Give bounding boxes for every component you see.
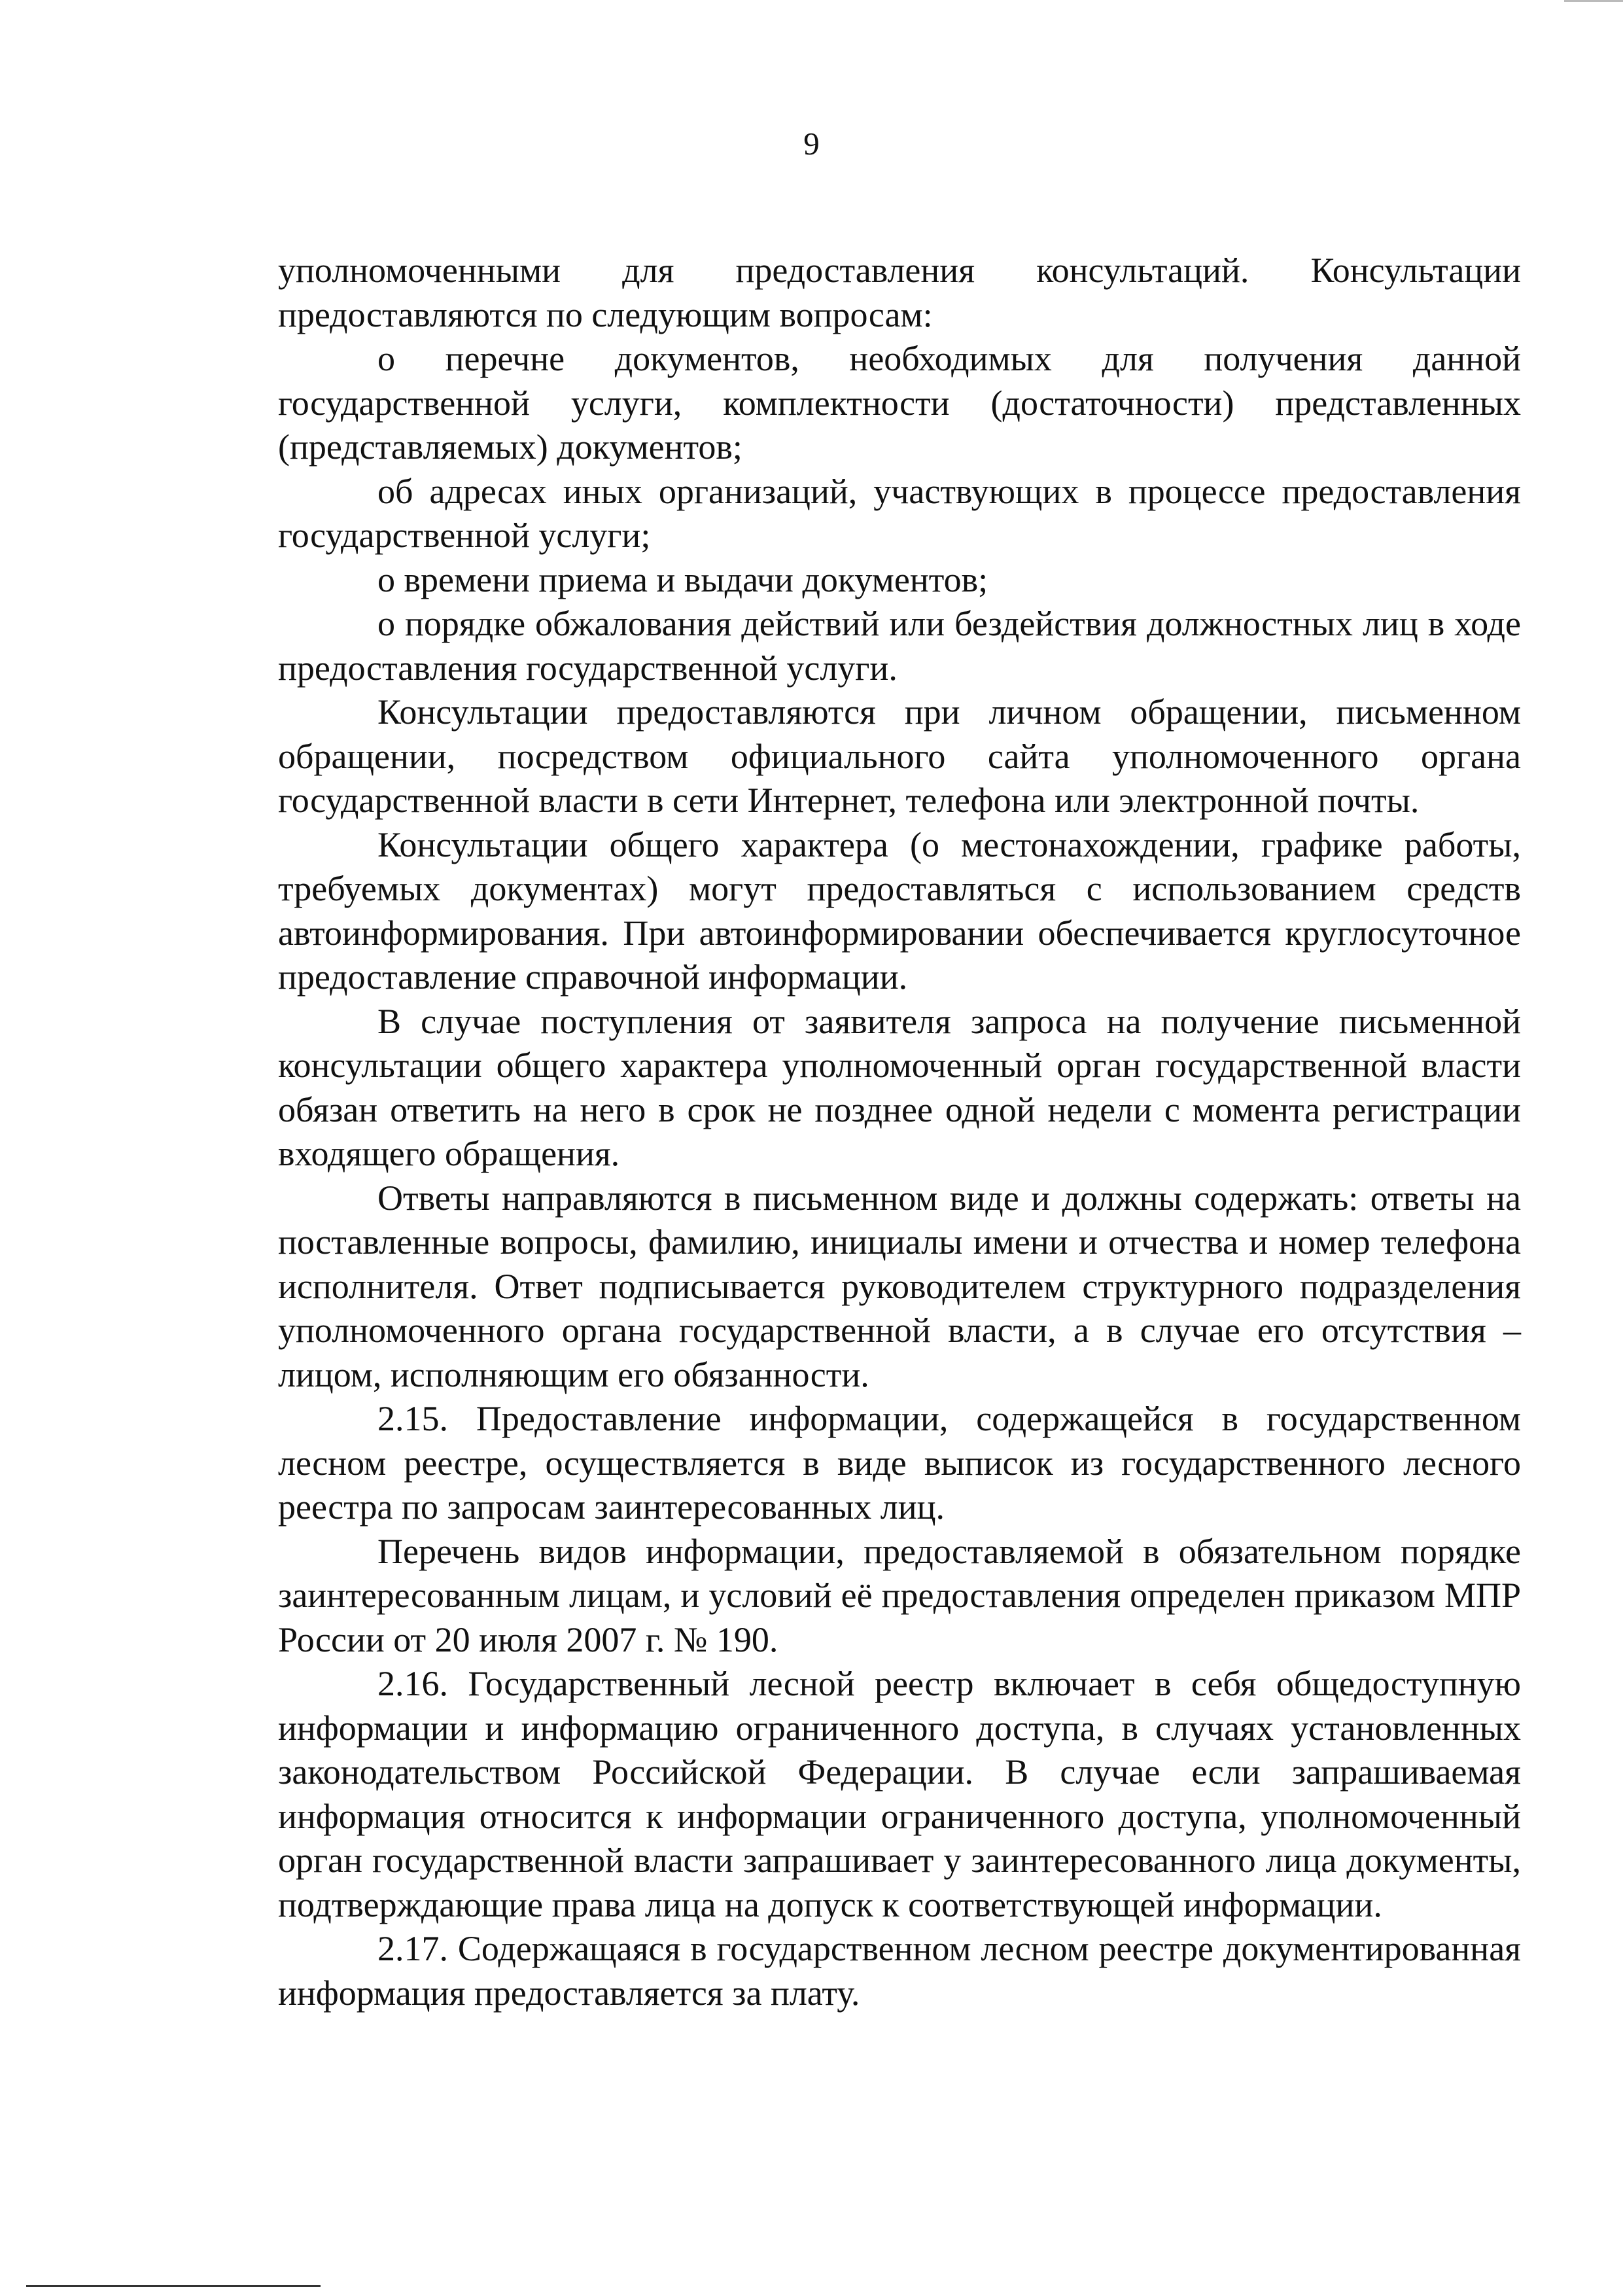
scan-artifact-bottom [26,2285,321,2287]
page-number: 9 [803,126,820,162]
list-item-schedule: о времени приема и выдачи документов; [377,559,988,599]
section-2-15: 2.15. Предоставление информации, содержащейся в государственном лесном реестре, осуществляется в виде выписок из государственного лесного реестра по запросам заинтересованных лиц. [278,1399,1521,1527]
section-2-16: 2.16. Государственный лесной реестр включает в себя общедоступную информации и информацию ограниченного доступа, в случаях установленных законодательством Российской Федерации. В случае если запрашиваемая информация относится к информации ограниченного доступа, уполномоченный орган государственной власти запрашивает у заинтересованного лица документы, подтверждающие права лица на допуск к соответствующей информации. [278,1664,1521,1924]
list-item-appeals: о порядке обжалования действий или бездействия должностных лиц в ходе предоставления государственной услуги. [278,604,1521,688]
paragraph-continuation: уполномоченными для предоставления консультаций. Консультации предоставляются по следующим вопросам: [278,251,1521,334]
paragraph-consultation-channels: Консультации предоставляются при личном обращении, письменном обращении, посредством официального сайта уполномоченного органа государственной власти в сети Интернет, телефона или электронной почты. [278,692,1521,820]
scan-artifact-top [1564,0,1623,2]
list-item-addresses: об адресах иных организаций, участвующих в процессе предоставления государственной услуги; [278,471,1521,555]
section-2-17: 2.17. Содержащаяся в государственном лесном реестре документированная информация предоставляется за плату. [278,1929,1521,2013]
paragraph-answers: Ответы направляются в письменном виде и должны содержать: ответы на поставленные вопросы, фамилию, инициалы имени и отчества и номер телефона исполнителя. Ответ подписывается руководителем структурного подразделения уполномоченного органа государственной власти, а в случае его отсутствия – лицом, исполняющим его обязанности. [278,1178,1521,1394]
paragraph-general-consultations: Консультации общего характера (о местонахождении, графике работы, требуемых документах) могут предоставляться с использованием средств автоинформирования. При автоинформировании обеспечивается круглосуточное предоставление справочной информации. [278,824,1521,997]
paragraph-info-list: Перечень видов информации, предоставляемой в обязательном порядке заинтересованным лицам, и условий её предоставления определен приказом МПР России от 20 июля 2007 г. № 190. [278,1531,1521,1659]
paragraph-written-request: В случае поступления от заявителя запроса на получение письменной консультации общего характера уполномоченный орган государственной власти обязан ответить на него в срок не позднее одной недели с момента регистрации входящего обращения. [278,1001,1521,1173]
list-item-documents: о перечне документов, необходимых для получения данной государственной услуги, комплектности (достаточности) представленных (представляемых) документов; [278,339,1521,467]
document-body [278,249,1521,2015]
